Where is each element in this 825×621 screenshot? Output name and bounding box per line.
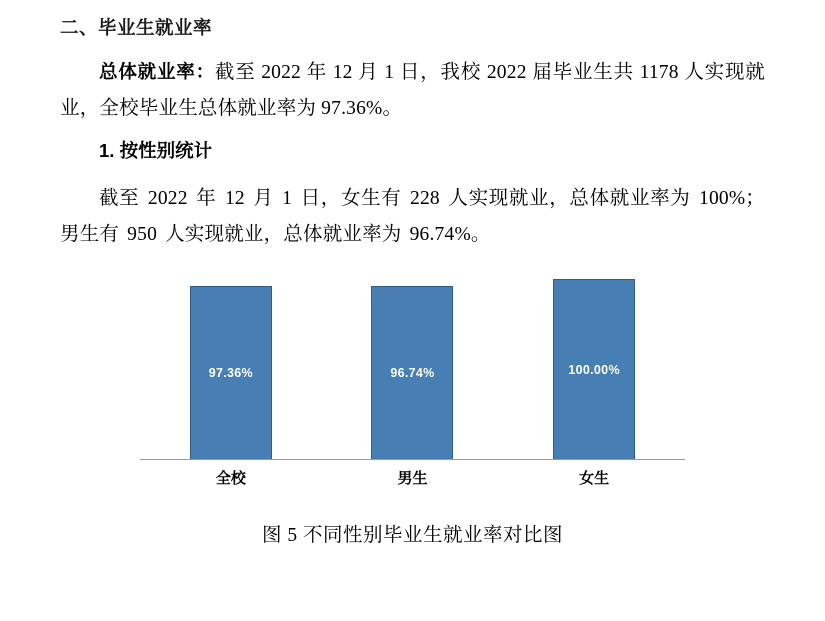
figure-caption: 图 5 不同性别毕业生就业率对比图 — [261, 525, 563, 546]
chart-plot-area — [140, 279, 685, 459]
category-label-female: 女生 — [579, 470, 610, 487]
chart-category-labels — [140, 467, 685, 488]
chart-x-axis — [140, 459, 685, 460]
bar-column-male — [371, 279, 453, 459]
paragraph-lead-in: 总体就业率： — [99, 61, 215, 82]
figure-chart-container — [60, 279, 765, 546]
paragraph-body: 截至 2022 年 12 月 1 日，我校 2022 届毕业生共 1178 人实现就业，全校毕业生总体就业率为 97.36%。 — [60, 62, 765, 119]
bar-value-label-male: 96.74% — [390, 366, 435, 380]
bar-value-label-female: 100.00% — [568, 362, 620, 377]
bar-female — [553, 279, 635, 459]
bar-column-female — [553, 279, 635, 459]
section-heading: 二、毕业生就业率 — [60, 17, 213, 38]
paragraph-overall-employment — [60, 54, 765, 127]
bar-value-label-school: 97.36% — [208, 366, 253, 380]
bar-male — [371, 286, 453, 459]
category-label-school: 全校 — [215, 470, 246, 487]
bar-column-school — [190, 279, 272, 459]
category-label-male: 男生 — [397, 470, 428, 487]
subsection-heading-by-gender: 1. 按性别统计 — [99, 140, 213, 161]
paragraph-gender-statistics: 截至 2022 年 12 月 1 日，女生有 228 人实现就业，总体就业率为 100%；男生有 950 人实现就业，总体就业率为 96.74%。 — [60, 188, 765, 245]
bar-school — [190, 286, 272, 459]
bar-chart — [140, 279, 685, 489]
